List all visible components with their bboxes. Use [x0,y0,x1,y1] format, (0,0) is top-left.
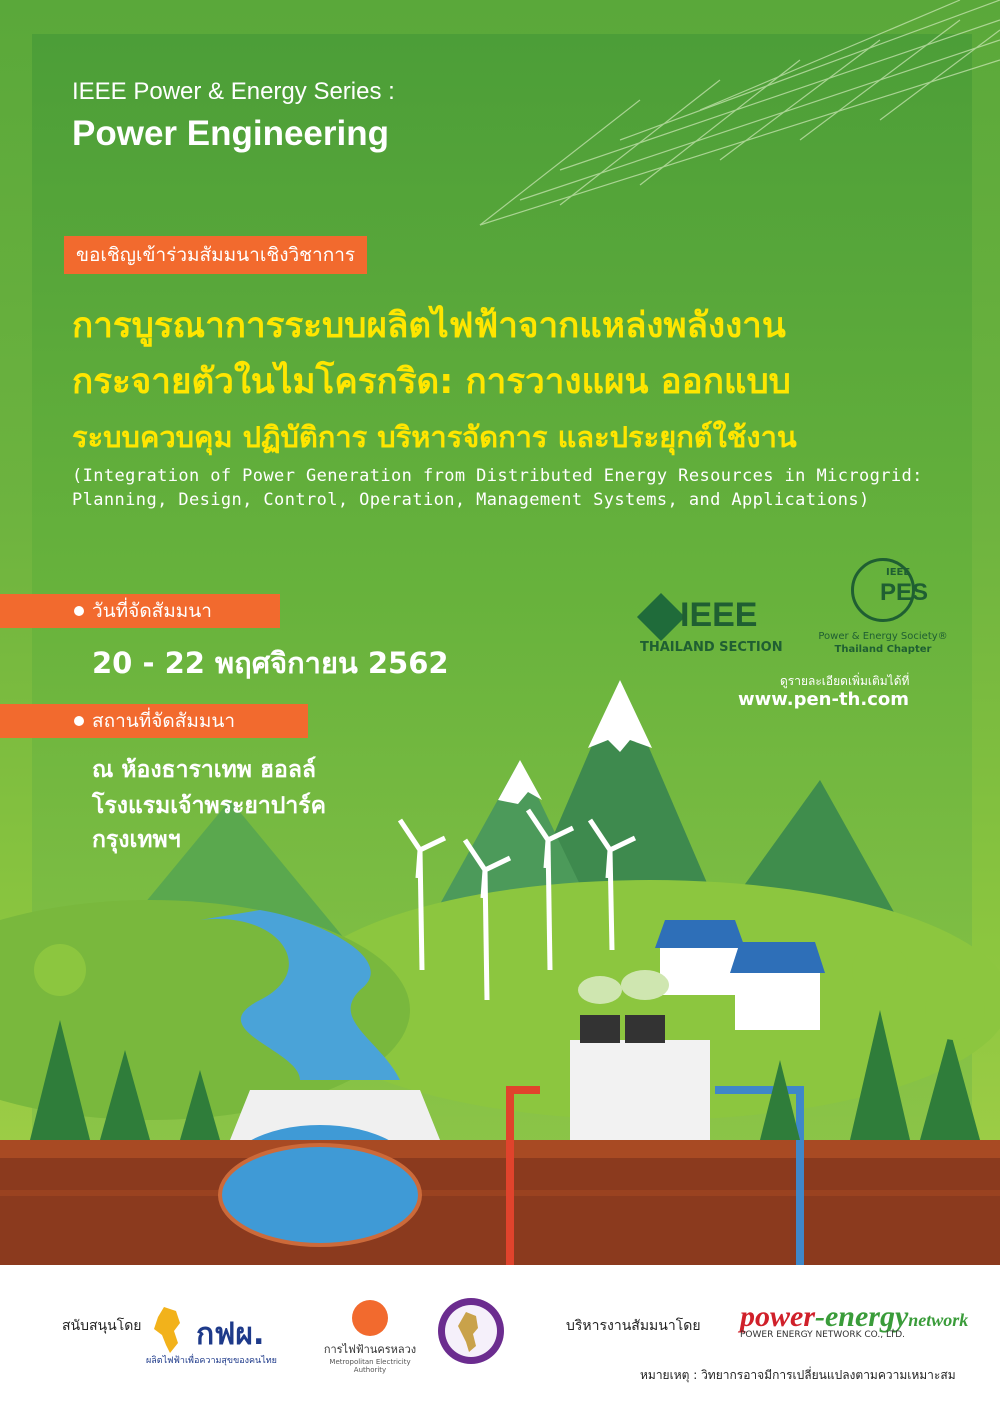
egat-logo [146,1305,277,1366]
date-value: 20 - 22 พฤศจิกายน 2562 [92,646,449,680]
mea-emblem-icon [352,1300,388,1336]
mea-logo-thai: การไฟฟ้านครหลวง [323,1343,417,1356]
footer-note: หมายเหตุ : วิทยากรอาจมีการเปลี่ยนแปลงตามความเหมาะสม [640,1368,956,1382]
venue-line3: กรุงเทพฯ [92,827,181,853]
date-label-bar [0,594,280,628]
pen-logo-sub: POWER ENERGY NETWORK CO., LTD. [740,1330,906,1340]
ground-soil [0,1140,1000,1265]
series-subtitle: Power Engineering [72,114,389,153]
bullet-icon [74,716,84,726]
ieee-logo-word: IEEE [680,596,758,634]
underground-reservoir [220,1145,420,1245]
more-info-label: ดูรายละเอียดเพิ่มเติมได้ที่ [780,674,910,688]
globe-icon [851,558,929,622]
pen-word-power: power [740,1300,815,1333]
thailand-map-icon [146,1305,192,1355]
organized-by-label: บริหารงานสัมมนาโดย [566,1318,701,1334]
ieee-logo-sub: THAILAND SECTION [640,640,783,655]
venue-line2: โรงแรมเจ้าพระยาปาร์ค [92,793,327,819]
more-info-url[interactable]: www.pen-th.com [738,689,909,710]
date-label: วันที่จัดสัมมนา [92,600,212,622]
pea-emblem-icon [438,1298,504,1364]
mountain-snow [588,680,652,752]
supported-by-label: สนับสนุนโดย [62,1318,142,1334]
ground-layer [0,1140,1000,1158]
title-thai-line3: ระบบควบคุม ปฏิบัติการ บริหารจัดการ และประยุกต์ใช้งาน [72,420,797,454]
mea-logo [318,1300,422,1374]
venue-label-bar [0,704,308,738]
egat-logo-word: กฟผ. [196,1317,265,1352]
title-thai-line1: การบูรณาการระบบผลิตไฟฟ้าจากแหล่งพลังงาน [72,306,786,346]
title-thai-line2: กระจายตัวในไมโครกริด: การวางแผน ออกแบบ [72,362,791,402]
pen-logo-word [740,1300,968,1334]
solar-grid-illustration [440,0,1000,230]
series-title: IEEE Power & Energy Series : [72,78,395,105]
venue-label: สถานที่จัดสัมมนา [92,710,236,732]
venue-line1: ณ ห้องธาราเทพ ฮอลล์ [92,757,317,783]
egat-logo-sub: ผลิตไฟฟ้าเพื่อความสุขของคนไทย [146,1356,277,1366]
pes-chapter: Thailand Chapter [834,644,932,655]
pes-subtitle [808,630,958,656]
ieee-pes-logo [808,558,958,656]
title-english-line2: Planning, Design, Control, Operation, Management Systems, and Applications) [72,490,870,510]
pen-word-energy: -energy [815,1300,909,1333]
bullet-icon [74,606,84,616]
power-energy-network-logo [740,1300,968,1340]
title-english-line1: (Integration of Power Generation from Distributed Energy Resources in Microgrid: [72,466,923,486]
invite-tag: ขอเชิญเข้าร่วมสัมมนาเชิงวิชาการ [64,236,367,274]
mea-logo-english: Metropolitan Electricity Authority [329,1358,411,1374]
pes-word: PES [880,579,929,606]
pes-society: Power & Energy Society® [818,631,948,642]
pen-word-network: network [908,1310,969,1330]
pes-ieee-text: IEEE [886,567,911,578]
ground-layer [0,1190,1000,1196]
